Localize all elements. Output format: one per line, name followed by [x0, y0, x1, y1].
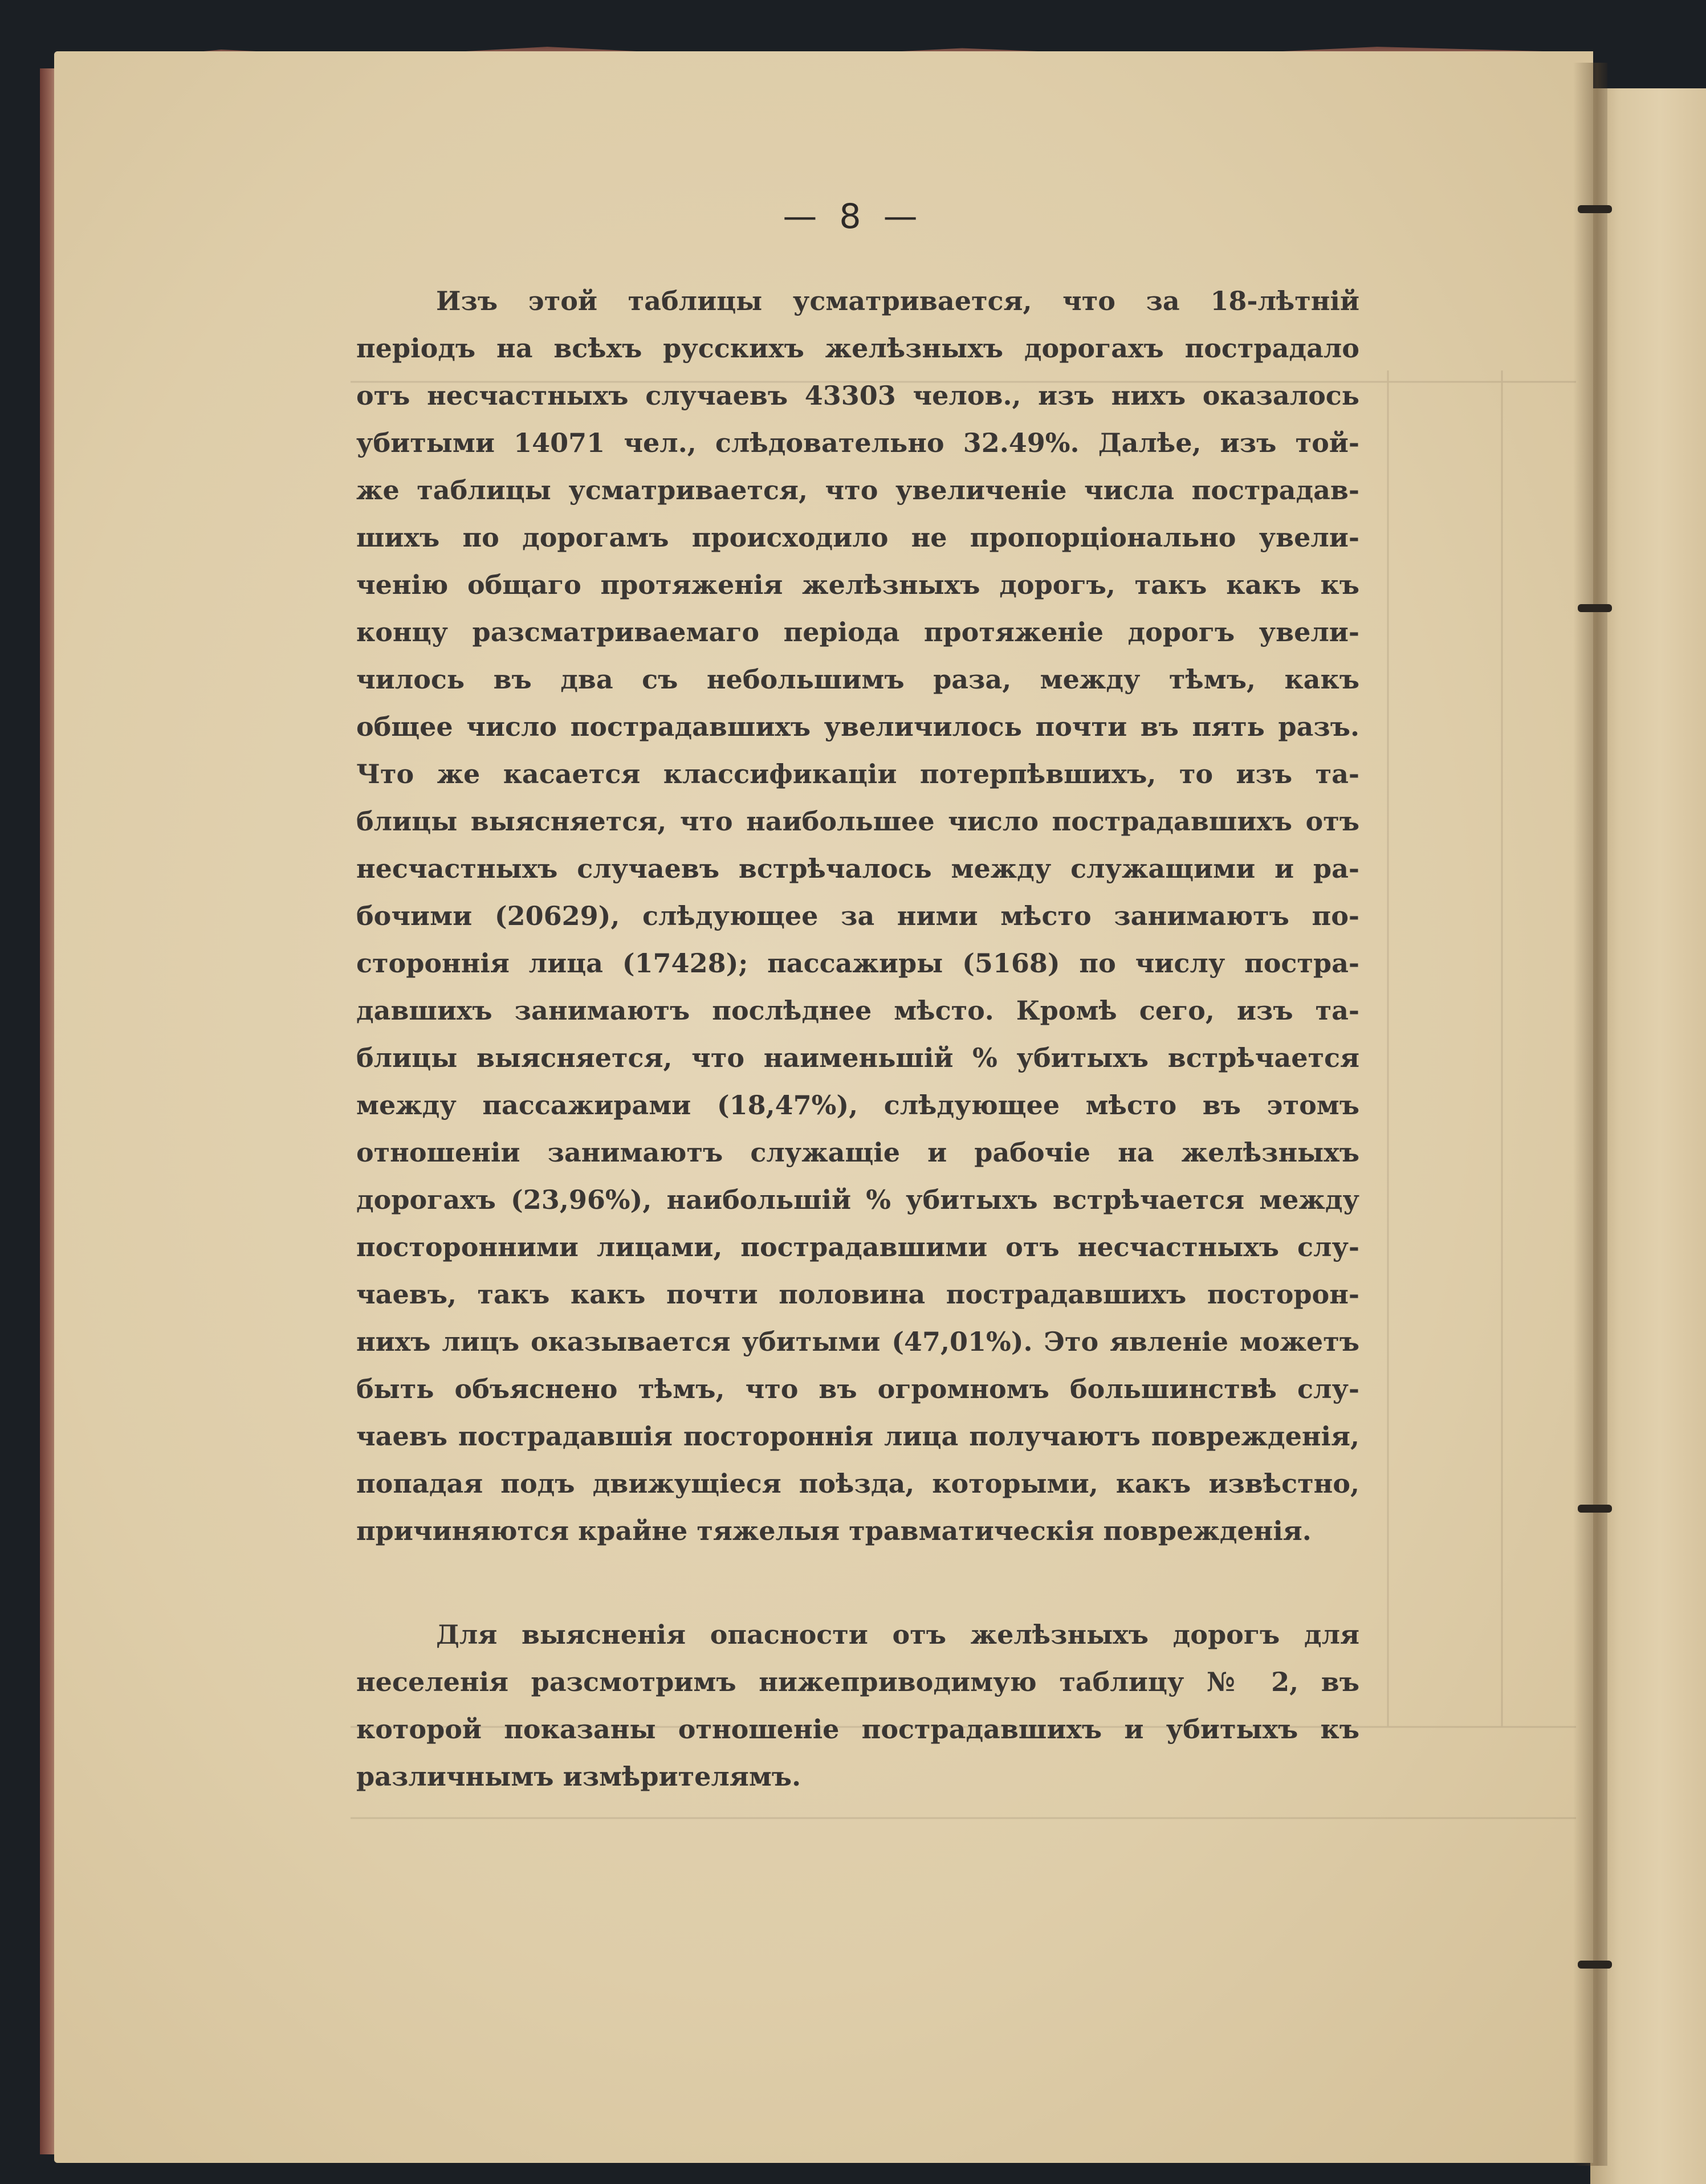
text-line: чаевъ, такъ какъ почти половина пострадавшихъ посторон-	[356, 1279, 1359, 1310]
text-line: которой показаны отношеніе пострадавшихъ и убитыхъ къ	[356, 1714, 1359, 1745]
paragraph-table-2-intro	[356, 1611, 1359, 1800]
text-line: шихъ по дорогамъ происходило не пропорціонально увели-	[356, 522, 1359, 553]
text-line: блицы выясняется, что наибольшее число пострадавшихъ отъ	[356, 806, 1359, 837]
text-line: несчастныхъ случаевъ встрѣчалось между служащими и ра-	[356, 853, 1359, 884]
text-line: чилось въ два съ небольшимъ раза, между тѣмъ, какъ	[356, 664, 1359, 695]
text-line: періодъ на всѣхъ русскихъ желѣзныхъ дорогахъ пострадало	[356, 333, 1359, 364]
text-line: между пассажирами (18,47%), слѣдующее мѣсто въ этомъ	[356, 1090, 1359, 1120]
text-line: убитыми 14071 чел., слѣдовательно 32.49%. Далѣе, изъ той-	[356, 427, 1359, 458]
text-line: ченію общаго протяженія желѣзныхъ дорогъ, такъ какъ къ	[356, 569, 1359, 600]
text-line: же таблицы усматривается, что увеличеніе числа пострадав-	[356, 475, 1359, 506]
text-line: Что же касается классификаціи потерпѣвшихъ, то изъ та-	[356, 759, 1359, 789]
text-line: стороннія лица (17428); пассажиры (5168) по числу постра-	[356, 948, 1359, 979]
text-line: быть объяснено тѣмъ, что въ огромномъ большинствѣ слу-	[356, 1374, 1359, 1404]
text-line: Для выясненія опасности отъ желѣзныхъ дорогъ для	[436, 1619, 1359, 1650]
gutter-shadow	[1573, 63, 1607, 2166]
next-page-edge	[1590, 88, 1706, 2184]
text-line: общее число пострадавшихъ увеличилось почти въ пять разъ.	[356, 711, 1359, 742]
text-line: концу разсматриваемаго періода протяженіе дорогъ увели-	[356, 617, 1359, 647]
text-line: Изъ этой таблицы усматривается, что за 18-лѣтній	[436, 286, 1359, 316]
text-line: отъ несчастныхъ случаевъ 43303 челов., изъ нихъ оказалось	[356, 380, 1359, 411]
text-line: чаевъ пострадавшія постороннія лица получаютъ поврежденія,	[356, 1421, 1359, 1452]
binding-thread	[1578, 1505, 1612, 1513]
text-line: бочими (20629), слѣдующее за ними мѣсто занимаютъ по-	[356, 901, 1359, 931]
text-line: посторонними лицами, пострадавшими отъ несчастныхъ слу-	[356, 1232, 1359, 1262]
text-line: неселенія разсмотримъ нижеприводимую таблицу № 2, въ	[356, 1666, 1359, 1697]
text-line: попадая подъ движущіеся поѣзда, которыми, какъ извѣстно,	[356, 1468, 1359, 1499]
text-line: дорогахъ (23,96%), наибольшій % убитыхъ встрѣчается между	[356, 1184, 1359, 1215]
text-line: отношеніи занимаютъ служащіе и рабочіе на желѣзныхъ	[356, 1137, 1359, 1168]
page-number: — 8 —	[783, 197, 923, 237]
binding-thread	[1578, 1961, 1612, 1969]
paragraph-table-analysis	[356, 278, 1359, 1555]
text-line: блицы выясняется, что наименьшій % убитыхъ встрѣчается	[356, 1042, 1359, 1073]
binding-thread	[1578, 604, 1612, 612]
text-line: давшихъ занимаютъ послѣднее мѣсто. Кромѣ сего, изъ та-	[356, 995, 1359, 1026]
text-line: нихъ лицъ оказывается убитыми (47,01%). Это явленіе можетъ	[356, 1326, 1359, 1357]
text-line: различнымъ измѣрителямъ.	[356, 1761, 801, 1792]
text-line: причиняются крайне тяжелыя травматическія поврежденія.	[356, 1515, 1312, 1546]
